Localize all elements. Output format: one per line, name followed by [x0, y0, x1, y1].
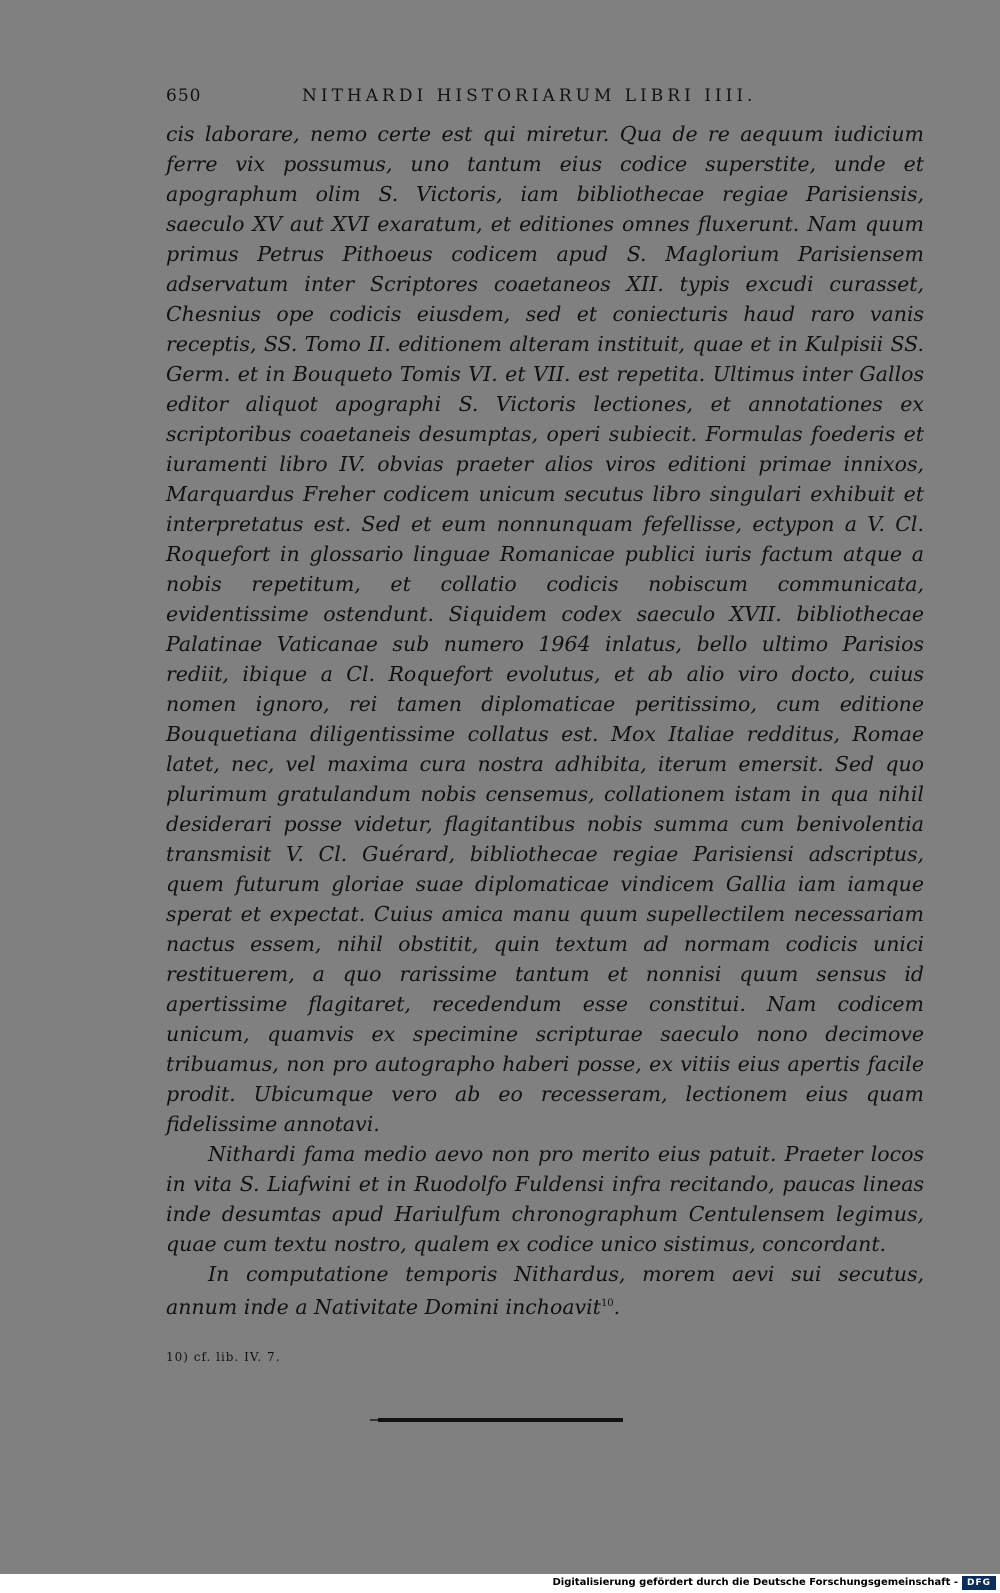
paragraph-3	[166, 1259, 924, 1322]
page-header	[166, 86, 796, 116]
body-text	[166, 119, 924, 1322]
paragraph-3-end: .	[613, 1294, 621, 1319]
page-number: 650	[166, 86, 202, 106]
running-title: NITHARDI HISTORIARUM LIBRI IIII.	[302, 86, 757, 106]
footer-bar	[0, 1574, 1000, 1593]
funding-credit: Digitalisierung gefördert durch die Deutsche Forschungsgemeinschaft -	[552, 1577, 958, 1588]
separator-rule	[378, 1418, 623, 1422]
paragraph-3-text: In computatione temporis Nithardus, morem aevi sui secutus, annum inde a Nativitate Domini inchoavit	[166, 1262, 924, 1319]
separator-rule-faint	[370, 1419, 378, 1421]
dfg-logo-icon: DFG	[962, 1576, 996, 1590]
footnote: 10) cf. lib. IV. 7.	[166, 1350, 281, 1364]
paragraph-1: cis laborare, nemo certe est qui miretur. Qua de re aequum iudicium ferre vix possumus, uno tantum eius codice superstite, unde et apographum olim S. Victoris, iam bibliothecae regiae Parisiensis, saeculo XV aut XVI exaratum, et editiones omnes fluxerunt. Nam quum primus Petrus Pithoeus codicem apud S. Maglorium Parisiensem adservatum inter Scriptores coaetaneos XII. typis excudi curasset, Chesnius ope codicis eiusdem, sed et coniecturis haud raro vanis receptis, SS. Tomo II. editionem alteram instituit, quae et in Kulpisii SS. Germ. et in Bouqueto Tomis VI. et VII. est repetita. Ultimus inter Gallos editor aliquot apographi S. Victoris lectiones, et annotationes ex scriptoribus coaetaneis desumptas, operi subiecit. Formulas foederis et iuramenti libro IV. obvias praeter alios viros editioni primae innixos, Marquardus Freher codicem unicum secutus libro singulari exhibuit et interpretatus est. Sed et eum nonnunquam fefellisse, ectypon a V. Cl. Roquefort in glossario linguae Romanicae publici iuris factum atque a nobis repetitum, et collatio codicis nobiscum communicata, evidentissime ostendunt. Siquidem codex saeculo XVII. bibliothecae Palatinae Vaticanae sub numero 1964 inlatus, bello ultimo Parisios rediit, ibique a Cl. Roquefort evolutus, et ab alio viro docto, cuius nomen ignoro, rei tamen diplomaticae peritissimo, cum editione Bouquetiana diligentissime collatus est. Mox Italiae redditus, Romae latet, nec, vel maxima cura nostra adhibita, iterum emersit. Sed quo plurimum gratulandum nobis censemus, collationem istam in qua nihil desiderari posse videtur, flagitantibus nobis summa cum benivolentia transmisit V. Cl. Guérard, bibliothecae regiae Parisiensi adscriptus, quem futurum gloriae suae diplomaticae vindicem Gallia iam iamque sperat et expectat. Cuius amica manu quum supellectilem necessariam nactus essem, nihil obstitit, quin textum ad normam codicis unici restituerem, a quo rarissime tantum et nonnisi quum sensus id apertissime flagitaret, recedendum esse constitui. Nam codicem unicum, quamvis ex specimine scripturae saeculo nono decimove tribuamus, non pro autographo haberi posse, ex vitiis eius apertis facile prodit. Ubicumque vero ab eo recesseram, lectionem eius quam fidelissime annotavi.	[166, 122, 924, 1136]
footnote-reference: 10	[600, 1298, 614, 1309]
paragraph-2: Nithardi fama medio aevo non pro merito eius patuit. Praeter locos in vita S. Liafwini et in Ruodolfo Fuldensi infra recitando, paucas lineas inde desumtas apud Hariulfum chronographum Centulensem legimus, quae cum textu nostro, qualem ex codice unico sistimus, concordant.	[166, 1142, 924, 1256]
